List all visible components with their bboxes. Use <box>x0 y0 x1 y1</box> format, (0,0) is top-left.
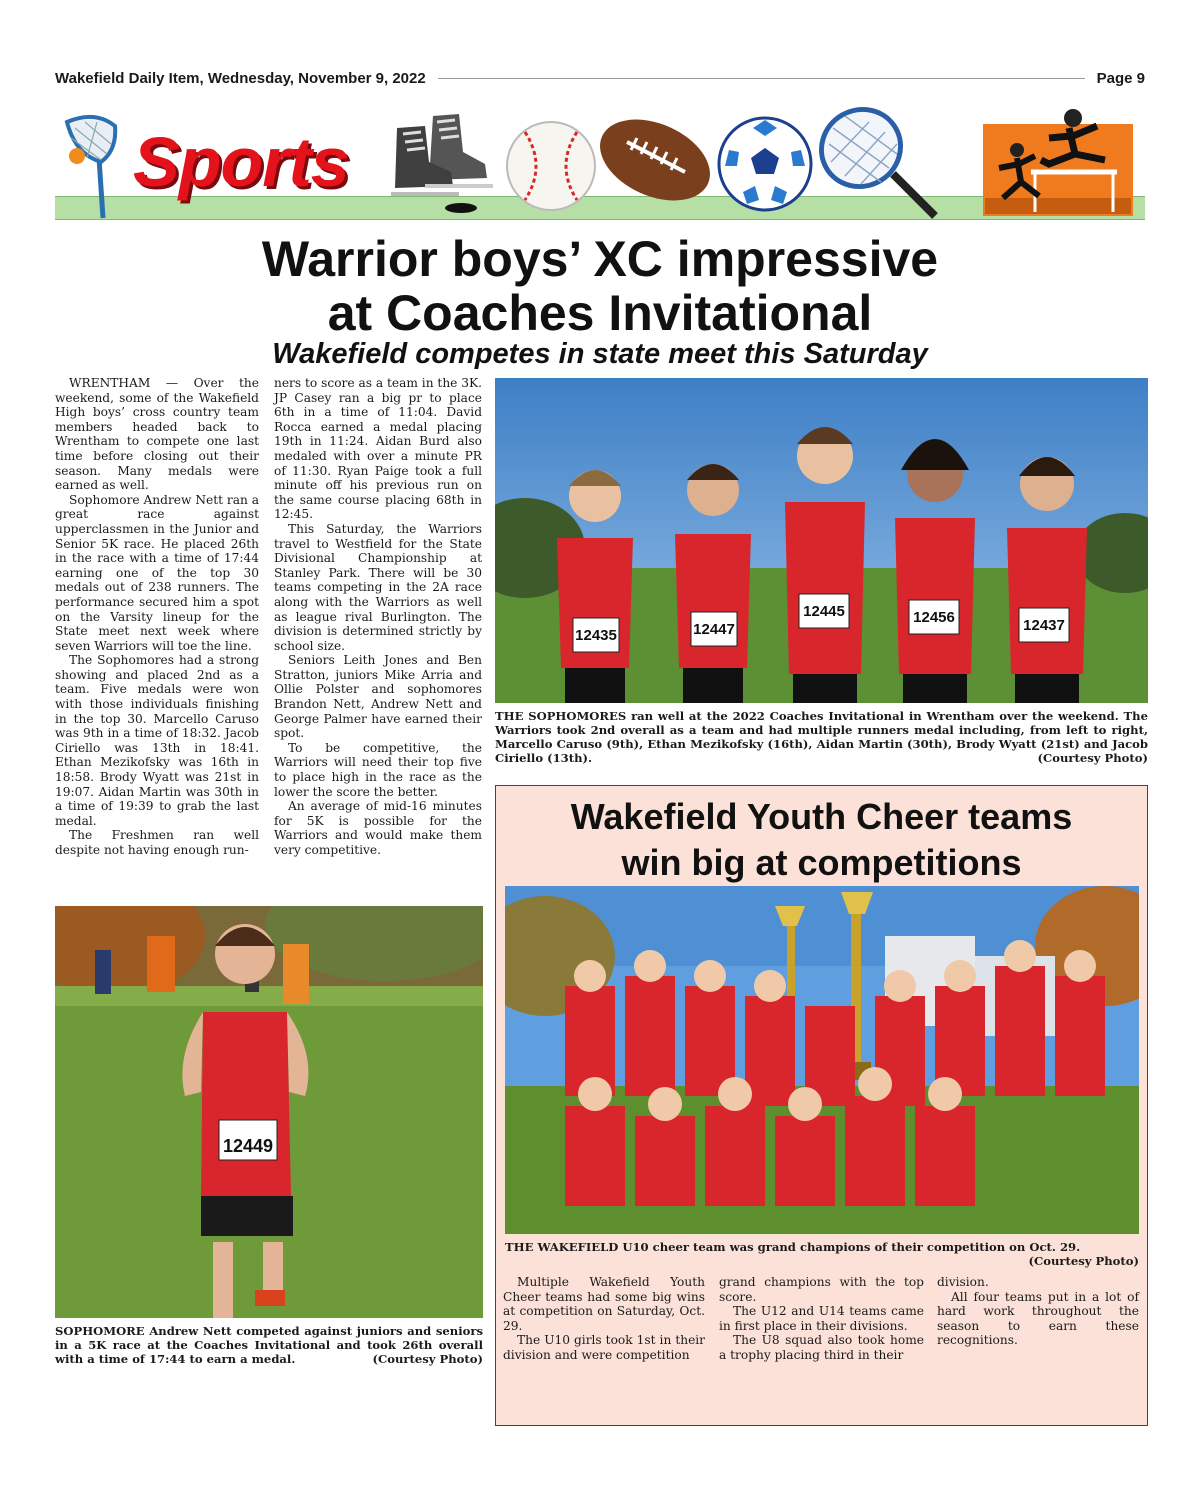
photo-credit: (Courtesy Photo) <box>1028 1254 1139 1268</box>
folio-page-number: Page 9 <box>1096 69 1145 87</box>
article-paragraph: An average of mid-16 minutes for 5K is possible for the Warriors and would make them very competitive. <box>274 799 482 857</box>
article-headline <box>55 232 1145 340</box>
caption-text: SOPHOMORE Andrew Nett competed against juniors and seniors in a 5K race at the Coaches Invitational and took 26th overall with a time of 17:44 to earn a medal. <box>55 1324 483 1366</box>
youth-cheer-article-box <box>495 785 1148 1426</box>
headline-line-2: at Coaches Invitational <box>327 285 873 341</box>
andrew-nett-running-photo <box>55 906 483 1318</box>
caption-text: THE SOPHOMORES ran well at the 2022 Coaches Invitational in Wrentham over the weekend. The Warriors took 2nd overall as a team and had multiple runners medal including, from left to right, Marcello Caruso (9th), Ethan Mezikofsky (16th), Aidan Martin (30th), Brody Wyatt (21st) and Jacob Ciriello (13th). <box>495 709 1148 765</box>
cheer-column-3 <box>937 1275 1139 1348</box>
runner-photo-caption <box>55 1324 483 1366</box>
page-folio <box>55 66 1145 90</box>
cheer-headline-line-2: win big at competitions <box>621 842 1022 883</box>
article-paragraph: To be competitive, the Warriors will need their top five to place high in the race as the lower the score the better. <box>274 740 482 799</box>
article-paragraph: ners to score as a team in the 3K. JP Casey ran a big pr to place 6th in a time of 11:04. David Rocca earned a medal placing 19th in 11:24. Aidan Burd also medaled with over a minute PR of 11:30. Ryan Paige took a full minute off his previous run on the same course placing 68th in 12:45. <box>274 376 482 522</box>
cheer-paragraph: The U10 girls took 1st in their division and were competition <box>503 1333 705 1362</box>
article-column-1 <box>55 376 259 858</box>
cheer-paragraph: The U8 squad also took home a trophy placing third in their <box>719 1333 924 1362</box>
photo-credit: (Courtesy Photo) <box>1037 751 1148 765</box>
hurdler-icon <box>977 102 1141 220</box>
tennis-racket-icon <box>811 104 943 220</box>
article-paragraph: The Sophomores had a strong showing and placed 2nd as a team. Five medals were won with those individuals finishing in the top 30. Marcello Caruso was 9th in a time of 18:32. Jacob Ciriello was 13th in 18:41. Ethan Mezikofsky was 16th in 18:58. Brody Wyatt was 21st in 19:07. Aidan Martin was 30th in a time of 19:39 to grab the last medal. <box>55 653 259 828</box>
football-icon <box>593 102 717 220</box>
caption-text: THE WAKEFIELD U10 cheer team was grand champions of their competition on Oct. 29. <box>505 1240 1081 1254</box>
cheer-paragraph: division. <box>937 1275 989 1289</box>
sophomore-team-photo <box>495 378 1148 703</box>
bib-number: 12437 <box>1023 617 1065 634</box>
article-paragraph: Seniors Leith Jones and Ben Stratton, juniors Mike Arria and Ollie Polster and sophomores Brandon Nett, Andrew Nett and George Palmer have earned their spot. <box>274 653 482 741</box>
cheer-paragraph: grand champions with the top score. <box>719 1275 924 1304</box>
cheer-paragraph: The U12 and U14 teams came in first place in their divisions. <box>719 1304 924 1333</box>
article-paragraph: Sophomore Andrew Nett ran a great race against upperclassmen in the Junior and Senior 5K race. He placed 26th in the race with a time of 17:44 earning one of the top 30 medals out of 238 runners. The performance secured him a spot on the Varsity lineup for the State meet next week where seven Warriors will toe the line. <box>55 492 259 653</box>
bib-number: 12447 <box>693 621 735 638</box>
cheer-headline-line-1: Wakefield Youth Cheer teams <box>570 796 1073 837</box>
headline-line-1: Warrior boys’ XC impressive <box>261 231 939 287</box>
bib-number: 12456 <box>913 609 955 626</box>
cheer-paragraph: Multiple Wakefield Youth Cheer teams had some big wins at competition on Saturday, Oct. 29. <box>503 1275 705 1333</box>
sports-section-banner <box>55 100 1145 222</box>
cheer-headline <box>496 794 1147 886</box>
article-column-2 <box>274 376 482 858</box>
article-paragraph: The Freshmen ran well despite not having enough run- <box>55 828 259 857</box>
soccer-ball-icon <box>715 114 815 214</box>
article-subheadline: Wakefield competes in state meet this Saturday <box>272 338 928 370</box>
ice-skates-icon <box>385 108 501 214</box>
photo-credit: (Courtesy Photo) <box>372 1352 483 1366</box>
baseball-icon <box>503 118 599 214</box>
lacrosse-stick-icon <box>57 114 123 220</box>
cheer-column-2 <box>719 1275 924 1363</box>
folio-rule <box>438 78 1085 79</box>
cheer-paragraph: All four teams put in a lot of hard work throughout the season to earn these recognitions. <box>937 1289 1139 1348</box>
bib-number: 12445 <box>803 603 845 620</box>
bib-number: 12449 <box>222 1136 274 1156</box>
article-paragraph: This Saturday, the Warriors travel to Westfield for the State Divisional Championship at Stanley Park. There will be 30 teams competing in the 2A race along with the Warriors as well as league rival Burlington. The division is determined strictly by school size. <box>274 521 482 653</box>
folio-paper-date: Wakefield Daily Item, Wednesday, November 9, 2022 <box>55 69 426 87</box>
cheer-team-photo <box>505 886 1139 1234</box>
section-title-sports: Sports <box>133 123 349 201</box>
team-photo-caption <box>495 709 1148 765</box>
cheer-column-1 <box>503 1275 705 1363</box>
bib-number: 12435 <box>575 627 617 644</box>
article-paragraph: WRENTHAM — Over the weekend, some of the Wakefield High boys’ cross country team members headed back to Wrentham to compete one last time before closing out their season. Many medals were earned as well. <box>55 376 259 493</box>
cheer-photo-caption <box>505 1240 1139 1268</box>
